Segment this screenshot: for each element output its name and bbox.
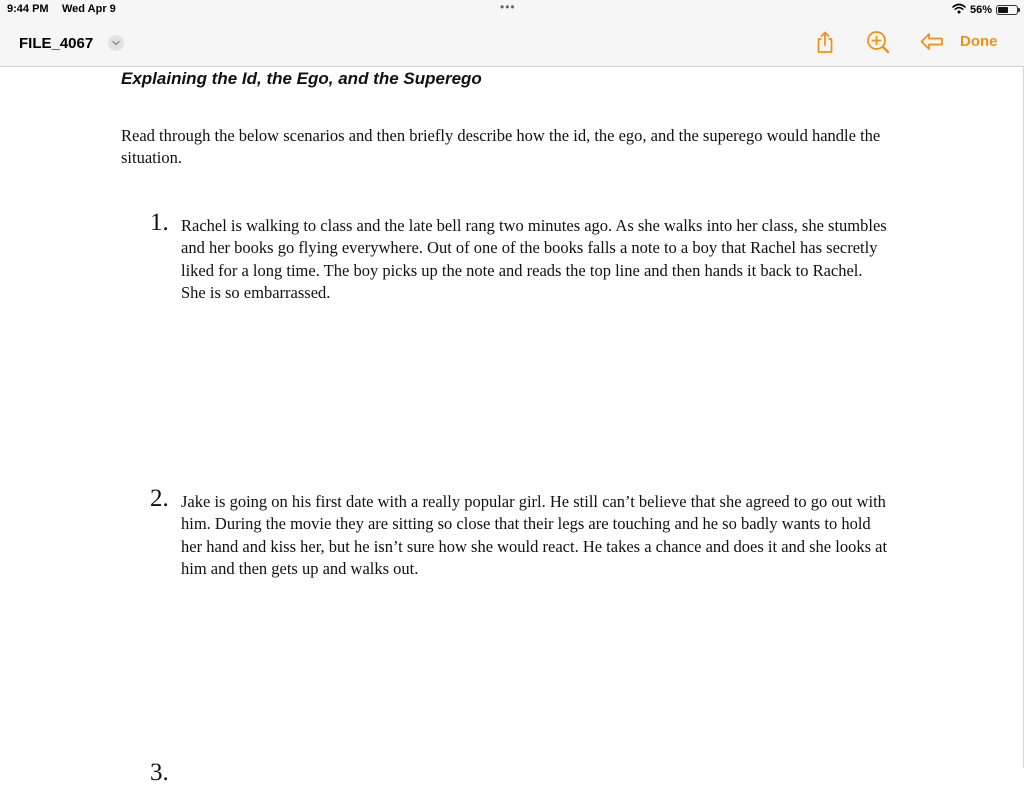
done-button[interactable]: Done bbox=[960, 33, 998, 50]
document-page[interactable] bbox=[0, 67, 1024, 786]
scenario-text: Rachel is walking to class and the late bell rang two minutes ago. As she walks into her class, she stumbles and her books go flying everywhere. Out of one of the books falls a note to a boy that Rachel has secretly liked for a long time. The boy picks up the note and reads the top line and then hands it back to Rachel. She is so embarrassed. bbox=[181, 216, 887, 302]
status-date: Wed Apr 9 bbox=[62, 3, 116, 15]
status-time: 9:44 PM bbox=[7, 3, 49, 15]
battery-percent: 56% bbox=[969, 4, 992, 16]
share-icon bbox=[815, 30, 835, 59]
scenario-text: Jake is going on his first date with a really popular girl. He still can’t believe that she agreed to go out with him. During the movie they are sitting so close that their legs are touching and he so badly wants to hold her hand and kiss her, but he isn’t sure how she would react. He takes a chance and does it and she looks at him and then gets up and walks out. bbox=[181, 492, 888, 578]
markup-pen-icon bbox=[865, 29, 891, 60]
battery-cap bbox=[1018, 8, 1020, 12]
file-title[interactable]: FILE_4067 bbox=[19, 35, 94, 52]
chevron-down-icon[interactable] bbox=[108, 35, 124, 51]
document-heading: Explaining the Id, the Ego, and the Superego bbox=[121, 69, 482, 88]
scenario-number: 1. bbox=[150, 209, 169, 236]
document-intro: Read through the below scenarios and then briefly describe how the id, the ego, and the superego would handle the situation. bbox=[121, 126, 881, 167]
battery-icon bbox=[996, 5, 1018, 15]
multitask-indicator[interactable]: ••• bbox=[500, 0, 516, 14]
scenario-3-number-partial bbox=[150, 759, 169, 786]
share-button[interactable] bbox=[810, 29, 840, 59]
status-right-group bbox=[952, 2, 1018, 18]
markup-button[interactable] bbox=[863, 29, 893, 59]
status-bar bbox=[0, 0, 1024, 22]
battery-fill bbox=[998, 7, 1008, 13]
reply-button[interactable] bbox=[917, 29, 947, 59]
reply-arrow-icon bbox=[919, 32, 945, 57]
document-toolbar bbox=[0, 22, 1024, 67]
scenario-number: 3. bbox=[150, 759, 169, 786]
wifi-icon bbox=[952, 3, 966, 17]
scenario-number: 2. bbox=[150, 485, 169, 512]
